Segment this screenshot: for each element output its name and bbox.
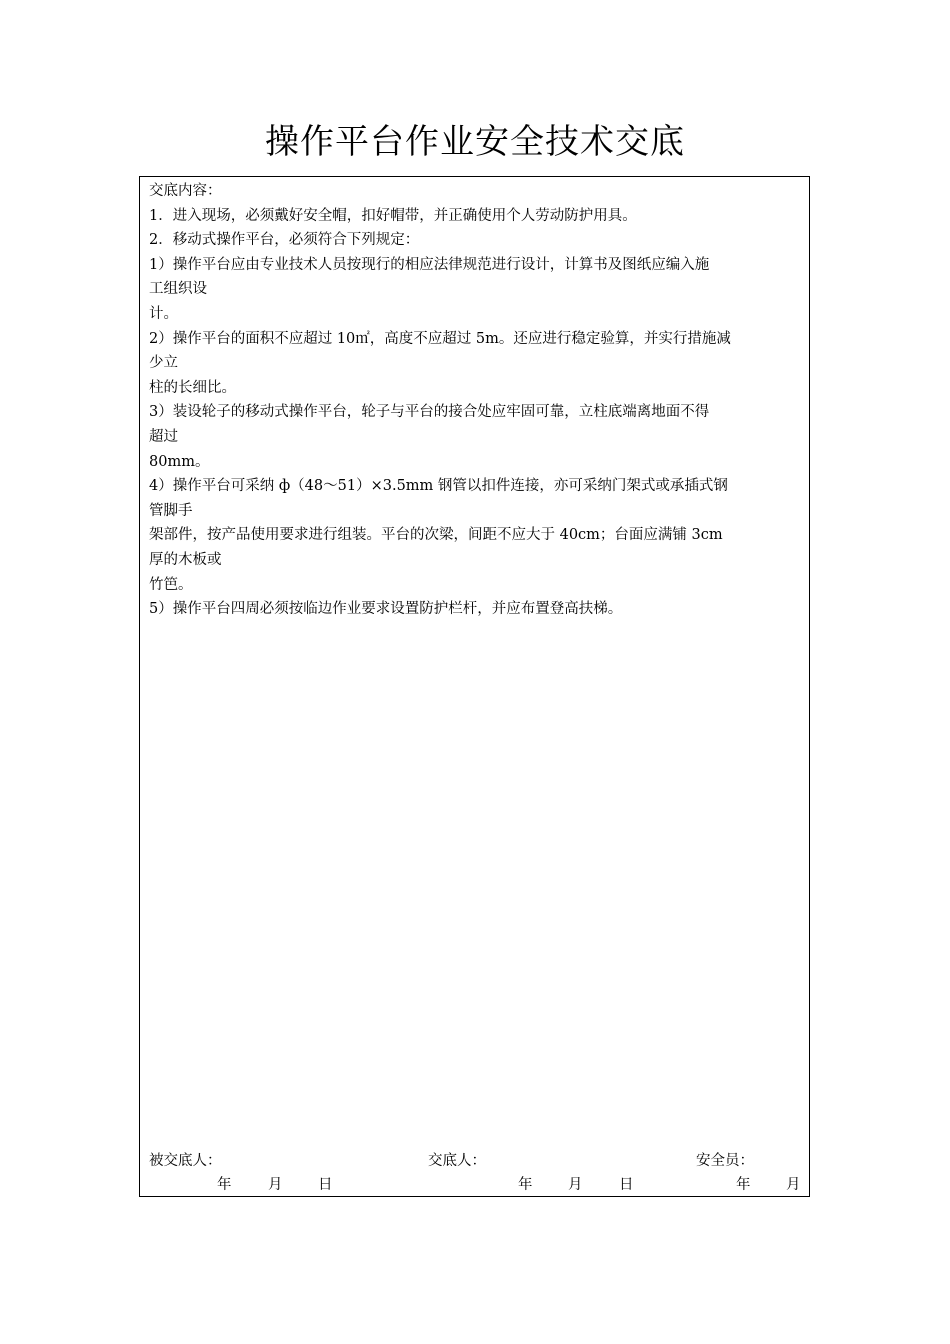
content-line: 工组织设 bbox=[149, 281, 207, 298]
content-line: 竹笆。 bbox=[149, 576, 193, 593]
content-line: 管脚手 bbox=[149, 502, 193, 519]
presenter-date-day: 日 bbox=[619, 1177, 634, 1193]
content-line: 2．移动式操作平台，必须符合下列规定： bbox=[149, 232, 420, 249]
content-line: 1）操作平台应由专业技术人员按现行的相应法律规范进行设计，计算书及图纸应编入施 bbox=[149, 256, 710, 273]
presenter-date-month: 月 bbox=[568, 1177, 583, 1193]
content-line: 架部件，按产品使用要求进行组装。平台的次梁，间距不应大于 40cm；台面应满铺 3cm bbox=[149, 527, 723, 544]
content-line: 超过 bbox=[149, 428, 178, 445]
content-line: 1．进入现场，必须戴好安全帽，扣好帽带，并正确使用个人劳动防护用具。 bbox=[149, 207, 637, 224]
content-line: 2）操作平台的面积不应超过 10㎡，高度不应超过 5m。还应进行稳定验算，并实行措施减 bbox=[149, 330, 731, 347]
content-line: 厚的木板或 bbox=[149, 551, 222, 568]
recipient-date-month: 月 bbox=[268, 1177, 283, 1193]
content-line: 少立 bbox=[149, 355, 178, 372]
signature-row bbox=[140, 1149, 809, 1173]
content-line: 柱的长细比。 bbox=[149, 379, 236, 396]
content-line: 4）操作平台可采纳 ф（48～51）×3.5mm 钢管以扣件连接，亦可采纳门架式或承插式钢 bbox=[149, 478, 728, 495]
presenter-date-year: 年 bbox=[518, 1177, 533, 1193]
recipient-label: 被交底人： bbox=[149, 1153, 222, 1169]
safety-officer-date-year: 年 bbox=[736, 1177, 751, 1193]
disclosure-content bbox=[149, 179, 804, 622]
content-line: 3）装设轮子的移动式操作平台，轮子与平台的接合处应牢固可靠，立柱底端离地面不得 bbox=[149, 404, 710, 421]
content-line: 计。 bbox=[149, 305, 178, 322]
recipient-date-year: 年 bbox=[217, 1177, 232, 1193]
content-line: 80mm。 bbox=[149, 453, 210, 470]
presenter-label: 交底人： bbox=[428, 1153, 486, 1169]
safety-officer-date-month: 月 bbox=[786, 1177, 801, 1193]
document-title: 操作平台作业安全技术交底 bbox=[265, 122, 685, 162]
date-row bbox=[140, 1173, 809, 1197]
disclosure-table bbox=[139, 176, 810, 1197]
recipient-date-day: 日 bbox=[318, 1177, 333, 1193]
content-line: 5）操作平台四周必须按临边作业要求设置防护栏杆，并应布置登高扶梯。 bbox=[149, 601, 623, 618]
content-line: 交底内容： bbox=[149, 183, 222, 199]
safety-officer-label: 安全员： bbox=[696, 1153, 754, 1169]
